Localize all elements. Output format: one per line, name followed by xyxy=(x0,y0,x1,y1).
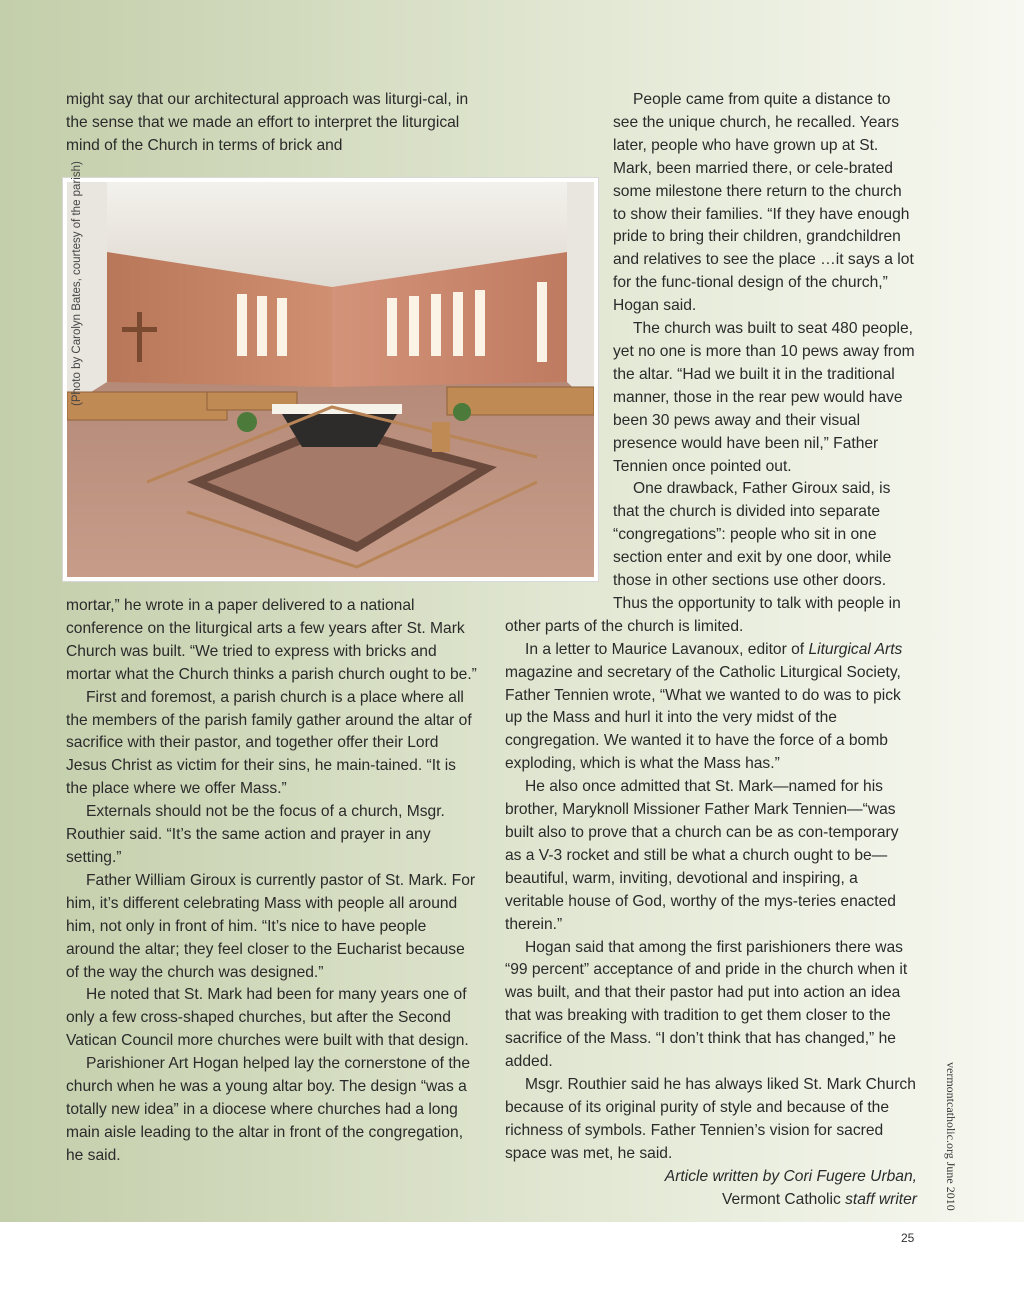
left-paragraph-5: He noted that St. Mark had been for many years one of only a few cross-shaped churches, but after the Second Vatican Council more churches were built with that design. xyxy=(66,986,469,1050)
left-paragraph-4: Father William Giroux is currently pastor of St. Mark. For him, it’s different celebrating Mass with people all around him, not only in front of him. “It’s nice to have people around the altar; they feel closer to the Eucharist because of the way the church was designed.” xyxy=(66,871,476,981)
church-interior-photo xyxy=(63,178,598,581)
left-paragraph-6: Parishioner Art Hogan helped lay the cornerstone of the church when he was a young altar boy. The design “was a totally new idea” in a diocese where churches had a long main aisle leading to the altar in front of the congregation, he said. xyxy=(66,1055,471,1164)
right-paragraph-3: One drawback, Father Giroux said, is that the church is divided into separate “congregations”: people who sit in one section enter and exit by one door, while those in other sections use other doors. Thus the opportunity to talk with people in other parts of the church is limited. xyxy=(505,480,901,635)
right-paragraph-7: Msgr. Routhier said he has always liked St. Mark Church because of its original purity of style and because of the richness of symbols. Father Tennien’s vision for sacred space was met, he said. xyxy=(505,1075,916,1162)
photo-credit: (Photo by Carolyn Bates, courtesy of the parish) xyxy=(71,161,83,406)
left-lead-in: might say that our architectural approach was liturgi-cal, in the sense that we made an effort to interpret the liturgical mind of the Church in terms of brick and xyxy=(66,91,469,154)
right-paragraph-6: Hogan said that among the first parishioners there was “99 percent” acceptance of and pride in the church when it was built, and that their pastor had put into action an idea that was breaking with tradition to get them closer to the sacrifice of the Mass. “I don’t think that has changed,” he added. xyxy=(505,938,908,1071)
page-number: 25 xyxy=(901,1231,915,1245)
right-paragraph-2: The church was built to seat 480 people, yet no one is more than 10 pews away from the altar. “Had we built it in the traditional manner, those in the rear pew would have been 30 pews away and their visual presence would have been nil,” Father Tennien once pointed out. xyxy=(613,320,915,475)
magazine-title: Liturgical Arts xyxy=(808,640,903,658)
right-paragraph-5: He also once admitted that St. Mark—named for his brother, Maryknoll Missioner Father Mark Tennien—“was built also to prove that a church can be as con-temporary as a V-3 rocket and still be what a church ought to be—beautiful, warm, inviting, devotional and inspiring, a veritable house of God, worthy of the mys-teries enacted therein.” xyxy=(505,778,899,933)
right-paragraph-4: In a letter to Maurice Lavanoux, editor of Liturgical Arts magazine and secretary of the Catholic Liturgical Society, Father Tennien wrote, “What we wanted to do was to pick up the Mass and hurl it into the very midst of the congregation. We wanted it to have the force of a bomb exploding, which is what the Mass has.” xyxy=(505,640,903,773)
left-paragraph-3: Externals should not be the focus of a church, Msgr. Routhier said. “It’s the same action and prayer in any setting.” xyxy=(66,803,445,866)
church-interior-illustration xyxy=(67,182,594,577)
right-paragraph-1: People came from quite a distance to see the unique church, he recalled. Years later, people who have grown up at St. Mark, been married there, or cele-brated some milestone there return to the church to show their families. “If they have enough pride to bring their children, grandchildren and relatives to see the place …it says a lot for the func-tional design of the church,” Hogan said. xyxy=(613,91,914,315)
issue-side-tag: vermontcatholic.org June 2010 xyxy=(944,1062,958,1211)
left-paragraph-2: First and foremost, a parish church is a place where all the members of the parish family gather around the altar of sacrifice with their pastor, and together offer their Lord Jesus Christ as victim for their sins, he main-tained. “It is the place where we offer Mass.” xyxy=(66,688,472,798)
byline-line-2: Vermont Catholic staff writer xyxy=(722,1190,917,1208)
byline-line-1: Article written by Cori Fugere Urban, xyxy=(664,1167,917,1185)
left-paragraph-1: mortar,” he wrote in a paper delivered to a national conference on the liturgical arts a few years after St. Mark Church was built. “We tried to express with bricks and mortar what the Church thinks a parish church ought to be.” xyxy=(66,597,477,683)
